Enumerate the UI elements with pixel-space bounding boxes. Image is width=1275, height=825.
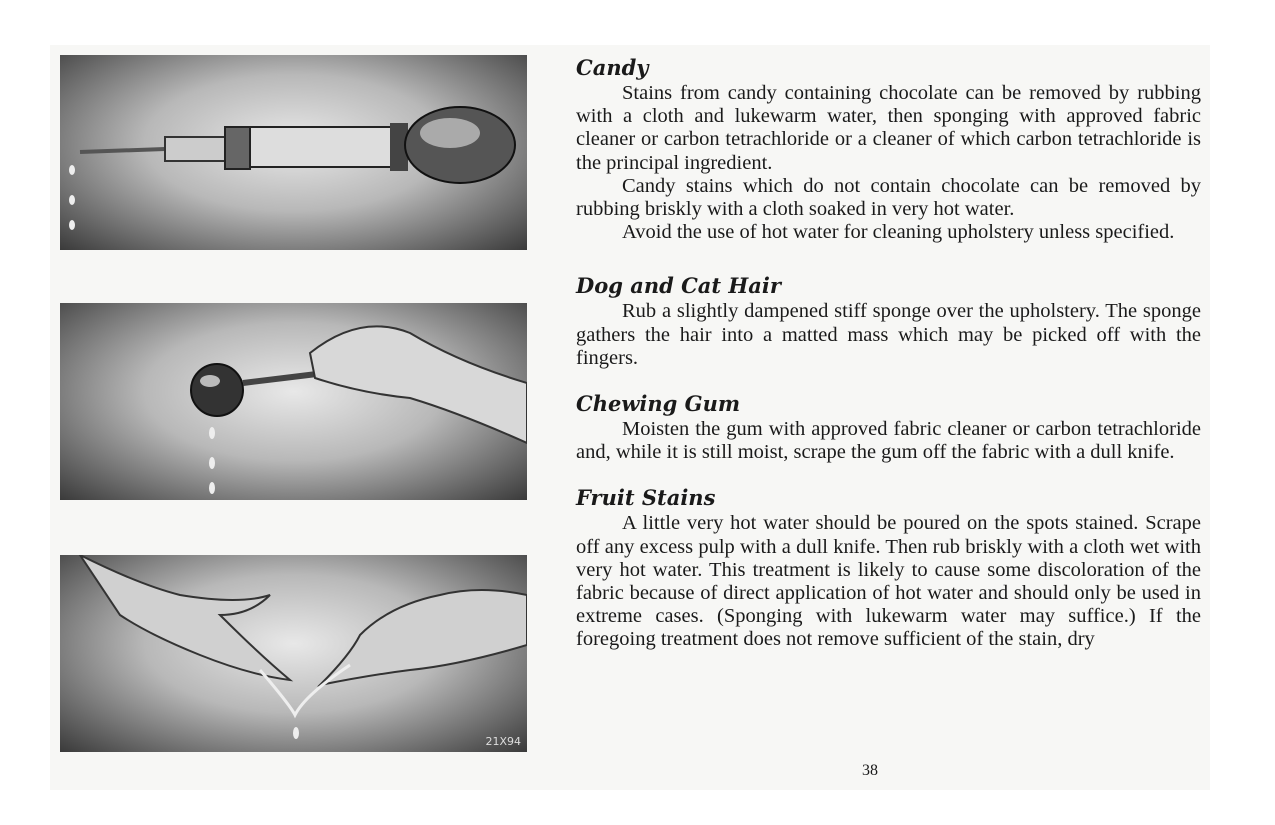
- hand-with-ladle-icon: [60, 303, 527, 500]
- section-dog-cat-hair: [576, 272, 1201, 370]
- paragraph: Candy stains which do not contain chocolate can be removed by rubbing briskly with a cloth soaked in very hot water.: [576, 174, 1201, 221]
- page-number: 38: [862, 762, 878, 779]
- section-heading: Dog and Cat Hair: [576, 273, 781, 299]
- paragraph: A little very hot water should be poured on the spots stained. Scrape off any excess pulp with a dull knife. Then rub briskly with a cloth wet with very hot water. This treatment is likely to cause some discoloration of the fabric because of direct application of hot water and should only be used in extreme cases. (Sponging with lukewarm water may suffice.) If the foregoing treatment does not remove sufficient of the stain, dry: [576, 512, 1201, 651]
- section-fruit-stains: [576, 484, 1201, 651]
- section-chewing-gum: [576, 390, 1201, 464]
- paragraph: Avoid the use of hot water for cleaning upholstery unless specified.: [622, 221, 1175, 244]
- dropper-icon: [60, 55, 527, 250]
- section-heading: Candy: [576, 55, 649, 80]
- paragraph: Stains from candy containing chocolate can be removed by rubbing with a cloth and lukewarm water, then sponging with approved fabric cleaner or carbon tetrachloride or a cleaner of which carbon tetrachloride is the principal ingredient.: [576, 82, 1201, 174]
- paragraph: Rub a slightly dampened stiff sponge over the upholstery. The sponge gathers the hair into a matted mass which may be picked off with the fingers.: [576, 300, 1201, 369]
- text-column: [576, 54, 1201, 672]
- section-heading: Chewing Gum: [576, 391, 741, 417]
- paragraph: Moisten the gum with approved fabric cleaner or carbon tetrachloride and, while it is still moist, scrape the gum off the fabric with a dull knife.: [576, 418, 1201, 464]
- hands-stretching-gum-icon: [60, 555, 527, 752]
- section-heading: Fruit Stains: [576, 485, 716, 511]
- illustration-dropper: [60, 55, 527, 250]
- illustration-code: 21X94: [485, 735, 521, 748]
- illustration-ladle: [60, 303, 527, 500]
- illustration-hands-gum: [60, 555, 527, 752]
- section-candy: [576, 54, 1201, 244]
